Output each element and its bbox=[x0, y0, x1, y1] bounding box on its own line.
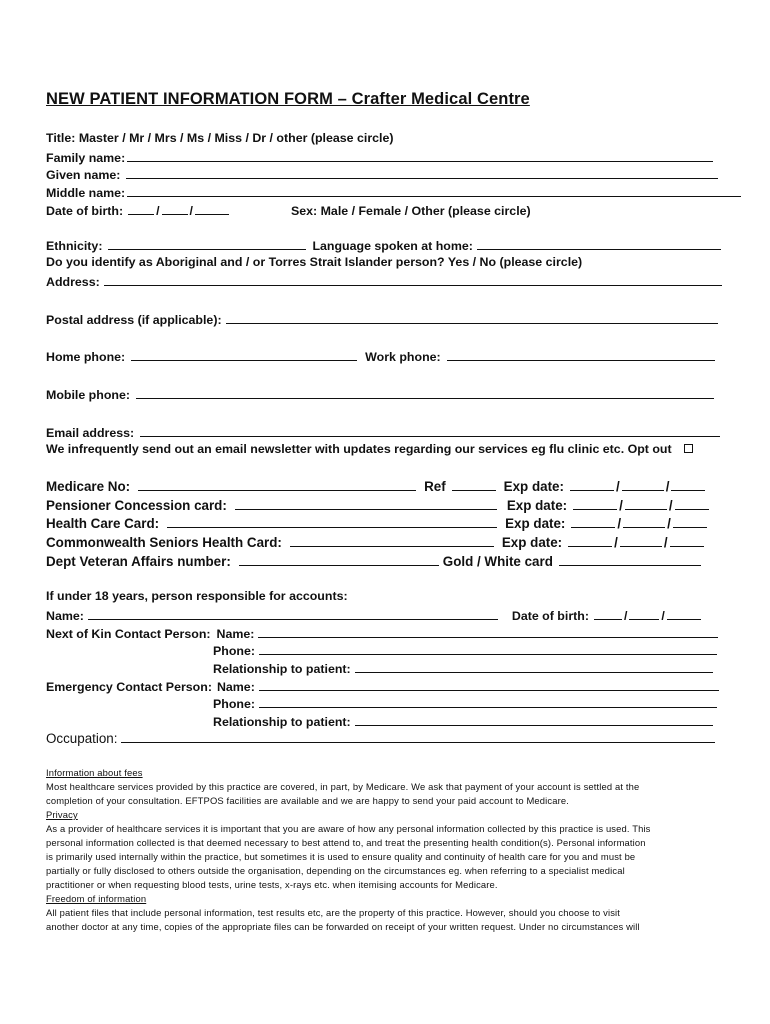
medicare-exp-month[interactable] bbox=[570, 478, 614, 491]
title-circle-row bbox=[46, 131, 394, 148]
medicare-row: Medicare No: Ref Exp date: / / bbox=[46, 478, 707, 497]
dob-month-field[interactable] bbox=[162, 202, 188, 215]
ref-field[interactable] bbox=[452, 478, 496, 491]
home-phone-field[interactable] bbox=[131, 348, 357, 361]
health-care-exp-day[interactable] bbox=[673, 515, 707, 528]
language-field[interactable] bbox=[477, 237, 721, 250]
family-name-row bbox=[46, 149, 715, 166]
pensioner-exp-label: Exp date: bbox=[506, 498, 568, 513]
nok-phone-row bbox=[213, 642, 719, 659]
nok-phone-field[interactable] bbox=[259, 642, 717, 655]
work-phone-label: Work phone: bbox=[365, 350, 441, 364]
emergency-name-field[interactable] bbox=[259, 678, 719, 691]
nok-name-row bbox=[46, 625, 720, 642]
nok-label: Next of Kin Contact Person: bbox=[46, 627, 211, 641]
occupation-row bbox=[46, 730, 717, 749]
emergency-relationship-label: Relationship to patient: bbox=[213, 715, 351, 729]
responsible-name-label: Name: bbox=[46, 609, 84, 623]
privacy-text-4: partially or fully disclosed to others outside the organisation, depending on the circumstances eg. when referring to a specialist medical bbox=[46, 865, 625, 876]
foi-text-2: another doctor at any time, copies of the appropriate files can be forwarded on receipt of your written request. Under no circumstances will bbox=[46, 921, 640, 932]
given-name-label: Given name: bbox=[46, 168, 121, 182]
pensioner-exp-year[interactable] bbox=[625, 497, 667, 510]
postal-label: Postal address (if applicable): bbox=[46, 313, 222, 327]
seniors-row: Commonwealth Seniors Health Card: Exp date: / / bbox=[46, 534, 706, 553]
seniors-field[interactable] bbox=[290, 534, 494, 547]
medicare-label: Medicare No: bbox=[46, 479, 131, 494]
pensioner-row: Pensioner Concession card: Exp date: / / bbox=[46, 497, 711, 516]
emergency-phone-row bbox=[213, 695, 719, 712]
email-label: Email address: bbox=[46, 426, 135, 440]
aboriginal-question[interactable]: Do you identify as Aboriginal and / or Torres Strait Islander person? Yes / No (please circle) bbox=[46, 255, 583, 269]
emergency-phone-label: Phone: bbox=[213, 697, 255, 711]
health-care-label: Health Care Card: bbox=[46, 516, 160, 531]
nok-phone-label: Phone: bbox=[213, 644, 255, 658]
fees-text-1: Most healthcare services provided by this practice are covered, in part, by Medicare. We ask that payment of your account is settled at the bbox=[46, 781, 640, 792]
given-name-field[interactable] bbox=[126, 166, 718, 179]
medicare-exp-year[interactable] bbox=[622, 478, 664, 491]
gold-white-label[interactable]: Gold / White card bbox=[442, 554, 553, 569]
address-label: Address: bbox=[46, 275, 100, 289]
aboriginal-row bbox=[46, 255, 582, 272]
privacy-text-1: As a provider of healthcare services it is important that you are aware of how any personal information collected by this practice is used. This bbox=[46, 823, 651, 834]
seniors-exp-year[interactable] bbox=[620, 534, 662, 547]
responsible-dob-month[interactable] bbox=[629, 607, 659, 620]
occupation-label: Occupation: bbox=[46, 731, 118, 746]
given-name-row bbox=[46, 166, 720, 183]
sex-label[interactable]: Sex: Male / Female / Other (please circle) bbox=[291, 204, 531, 218]
seniors-exp-label: Exp date: bbox=[501, 535, 563, 550]
responsible-dob-year[interactable] bbox=[667, 607, 701, 620]
phone-row bbox=[46, 348, 717, 365]
family-name-label: Family name: bbox=[46, 151, 126, 165]
health-care-exp-label: Exp date: bbox=[505, 516, 566, 531]
email-field[interactable] bbox=[140, 424, 720, 437]
pensioner-label: Pensioner Concession card: bbox=[46, 498, 227, 513]
foi-text-1: All patient files that include personal information, test results etc, are the property of this practice. However, should you choose to visit bbox=[46, 907, 621, 918]
privacy-text-5: practitioner or when requesting blood tests, urine tests, x-rays etc. when itemising accounts for Medicare. bbox=[46, 879, 498, 890]
seniors-exp-month[interactable] bbox=[568, 534, 612, 547]
nok-relationship-row bbox=[213, 660, 715, 677]
emergency-label: Emergency Contact Person: bbox=[46, 680, 212, 694]
dva-label: Dept Veteran Affairs number: bbox=[46, 554, 231, 569]
nok-relationship-label: Relationship to patient: bbox=[213, 662, 351, 676]
dob-year-field[interactable] bbox=[195, 202, 229, 215]
emergency-relationship-field[interactable] bbox=[355, 713, 713, 726]
under18-heading: If under 18 years, person responsible for accounts: bbox=[46, 589, 348, 603]
pensioner-field[interactable] bbox=[235, 497, 497, 510]
middle-name-field[interactable] bbox=[127, 184, 741, 197]
medicare-exp-label: Exp date: bbox=[503, 479, 564, 494]
responsible-name-field[interactable] bbox=[88, 607, 498, 620]
health-care-field[interactable] bbox=[167, 515, 497, 528]
emergency-name-label: Name: bbox=[216, 680, 255, 694]
under18-row bbox=[46, 589, 348, 606]
language-label: Language spoken at home: bbox=[312, 239, 473, 253]
page-title: NEW PATIENT INFORMATION FORM – Crafter Medical Centre bbox=[46, 90, 530, 108]
foi-heading: Freedom of information bbox=[46, 893, 147, 904]
postal-field[interactable] bbox=[226, 311, 718, 324]
dob-row: Date of birth: / / Sex: Male / Female / Other (please circle) bbox=[46, 204, 531, 218]
opt-out-checkbox[interactable] bbox=[684, 444, 693, 453]
nok-relationship-field[interactable] bbox=[355, 660, 713, 673]
middle-name-label: Middle name: bbox=[46, 186, 126, 200]
medicare-field[interactable] bbox=[138, 478, 416, 491]
home-phone-label: Home phone: bbox=[46, 350, 126, 364]
pensioner-exp-day[interactable] bbox=[675, 497, 709, 510]
title-label: Title: Master / Mr / Mrs / Ms / Miss / Dr / other (please circle) bbox=[46, 131, 394, 145]
family-name-field[interactable] bbox=[127, 149, 713, 162]
pensioner-exp-month[interactable] bbox=[573, 497, 617, 510]
middle-name-row bbox=[46, 184, 743, 201]
emergency-phone-field[interactable] bbox=[259, 695, 717, 708]
ethnicity-label: Ethnicity: bbox=[46, 239, 103, 253]
responsible-row: Name: Date of birth: / / bbox=[46, 607, 703, 624]
privacy-text-3: is primarily used internally within the practice, but sometimes it is used to ensure quality and continuity of health care for you and must be bbox=[46, 851, 636, 862]
mobile-field[interactable] bbox=[136, 386, 714, 399]
work-phone-field[interactable] bbox=[447, 348, 715, 361]
address-row bbox=[46, 273, 724, 290]
ethnicity-row bbox=[46, 237, 723, 254]
ref-label: Ref bbox=[424, 479, 446, 494]
dob-day-field[interactable] bbox=[128, 202, 154, 215]
postal-row bbox=[46, 311, 720, 328]
ethnicity-field[interactable] bbox=[108, 237, 306, 250]
nok-name-field[interactable] bbox=[258, 625, 718, 638]
nok-name-label: Name: bbox=[216, 627, 255, 641]
health-care-exp-year[interactable] bbox=[623, 515, 665, 528]
mobile-row bbox=[46, 386, 716, 403]
responsible-dob-label: Date of birth: bbox=[511, 609, 589, 623]
responsible-dob-day[interactable] bbox=[594, 607, 622, 620]
newsletter-text: We infrequently send out an email newsletter with updates regarding our services eg flu clinic etc. Opt out bbox=[46, 442, 672, 456]
health-care-exp-month[interactable] bbox=[571, 515, 615, 528]
seniors-exp-day[interactable] bbox=[670, 534, 704, 547]
dob-label: Date of birth: bbox=[46, 204, 124, 218]
fees-heading: Information about fees bbox=[46, 767, 143, 778]
occupation-field[interactable] bbox=[121, 730, 715, 743]
privacy-heading: Privacy bbox=[46, 809, 78, 820]
dva-field[interactable] bbox=[239, 553, 439, 566]
health-care-row: Health Care Card: Exp date: / / bbox=[46, 515, 709, 534]
medicare-exp-day[interactable] bbox=[671, 478, 705, 491]
emergency-name-row bbox=[46, 678, 721, 695]
gold-white-field[interactable] bbox=[559, 553, 701, 566]
dva-row bbox=[46, 553, 703, 572]
seniors-label: Commonwealth Seniors Health Card: bbox=[46, 535, 282, 550]
fees-text-2: completion of your consultation. EFTPOS facilities are available and we are happy to send your paid account to Medicare. bbox=[46, 795, 569, 806]
newsletter-row bbox=[46, 442, 693, 459]
address-field[interactable] bbox=[104, 273, 722, 286]
mobile-label: Mobile phone: bbox=[46, 388, 130, 402]
email-row bbox=[46, 424, 722, 441]
emergency-relationship-row bbox=[213, 713, 715, 730]
privacy-text-2: personal information collected is that deemed necessary to best attend to, and treat the presenting health condition(s). Personal information bbox=[46, 837, 646, 848]
